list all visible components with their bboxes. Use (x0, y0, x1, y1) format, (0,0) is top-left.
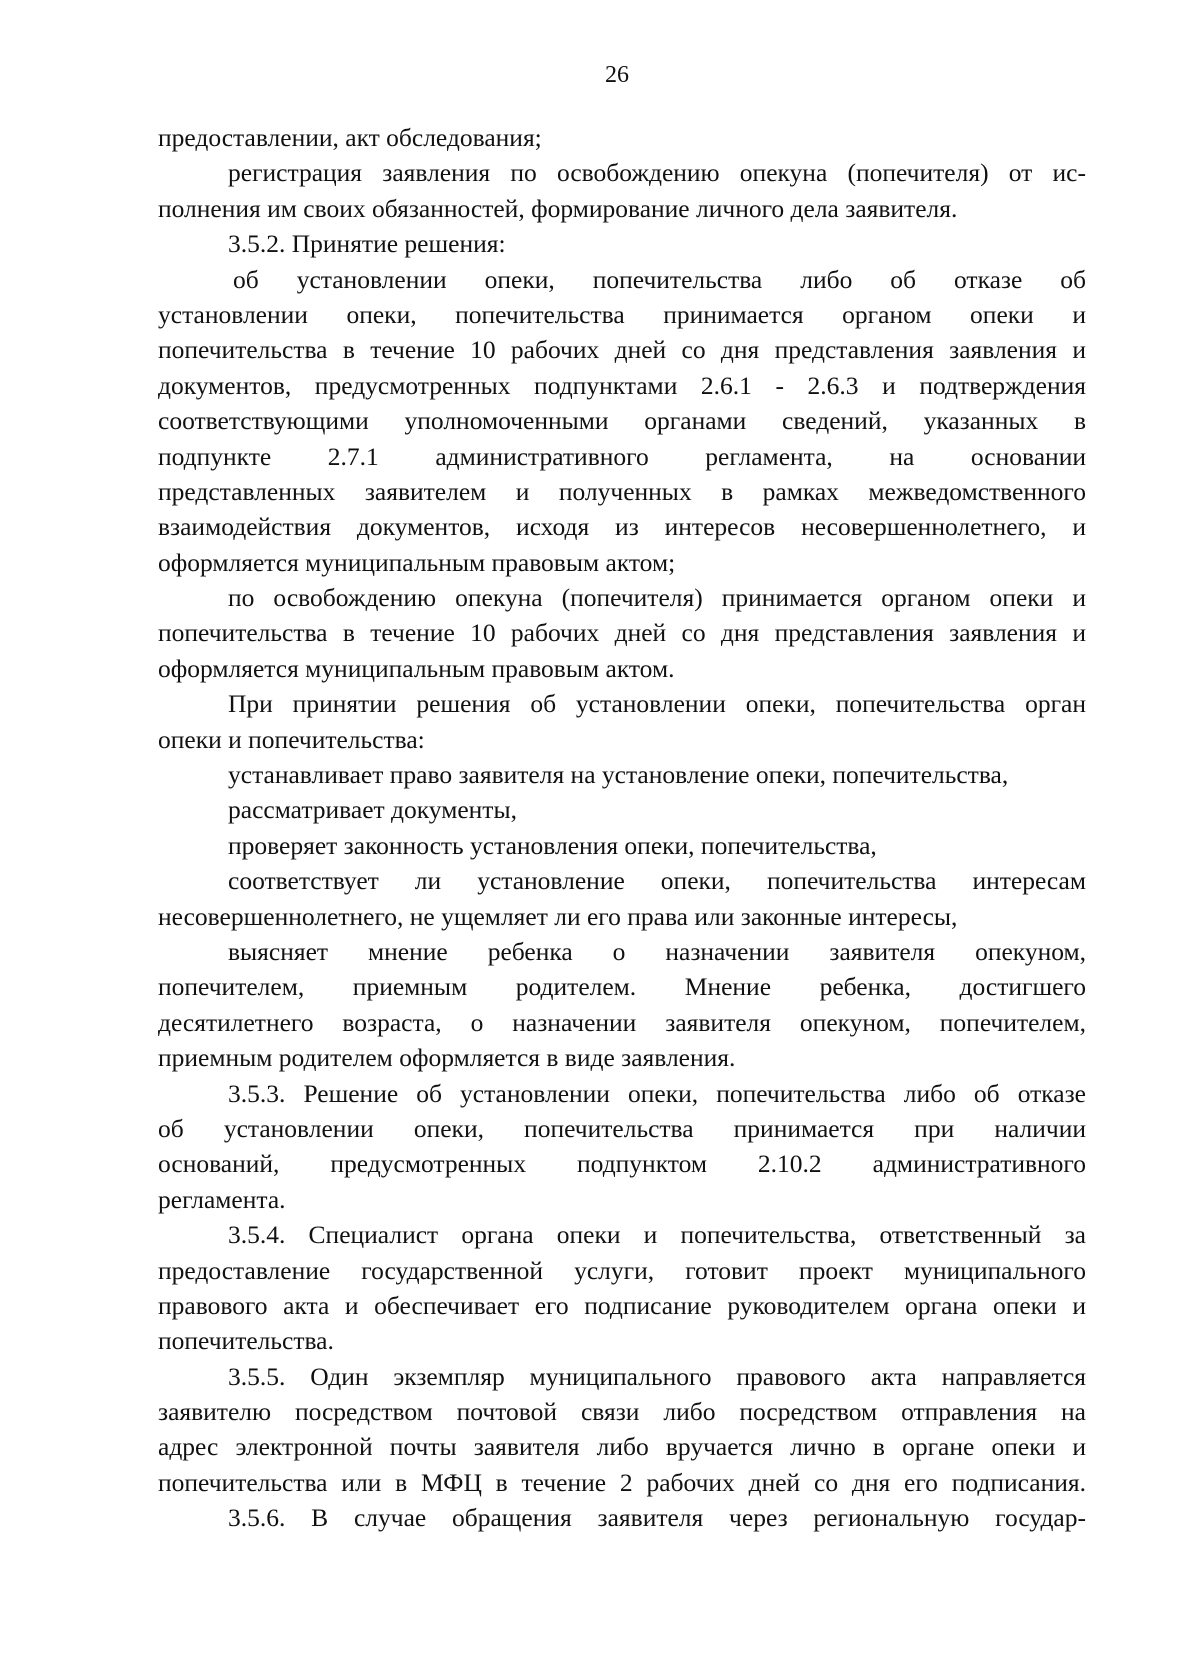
text-line: об установлении опеки, попечительства либо об отказе об (233, 264, 1086, 294)
document-body (158, 120, 1086, 1536)
text-line: об установлении опеки, попечительства принимается при наличии (158, 1113, 1086, 1143)
text-line: соответствует ли установление опеки, попечительства интересам (228, 866, 1086, 896)
text-line: регламента. (158, 1184, 286, 1214)
text-line: выясняет мнение ребенка о назначении заявителя опекуном, (228, 936, 1086, 966)
text-line: правового акта и обеспечивает его подписание руководителем органа опеки и (158, 1290, 1086, 1320)
text-line: взаимодействия документов, исходя из интересов несовершеннолетнего, и (158, 512, 1086, 542)
text-line: регистрация заявления по освобождению опекуна (попечителя) от ис- (228, 158, 1086, 188)
text-line: попечителем, приемным родителем. Мнение ребенка, достигшего (158, 972, 1086, 1002)
text-line: оформляется муниципальным правовым актом; (158, 547, 676, 577)
text-line: попечительства. (158, 1326, 334, 1356)
text-line: 3.5.5. Один экземпляр муниципального правового акта направляется (228, 1361, 1086, 1391)
text-line: документов, предусмотренных подпунктами 2.6.1 - 2.6.3 и подтверждения (158, 370, 1086, 400)
text-line: 3.5.3. Решение об установлении опеки, попечительства либо об отказе (228, 1078, 1086, 1108)
text-line: по освобождению опекуна (попечителя) принимается органом опеки и (228, 583, 1086, 613)
text-line: опеки и попечительства: (158, 724, 425, 754)
text-line: устанавливает право заявителя на установление опеки, попечительства, (228, 760, 1009, 790)
text-line: подпункте 2.7.1 административного регламента, на основании (158, 441, 1086, 471)
section-heading: 3.5.2. Принятие решения: (228, 229, 506, 259)
text-line: 3.5.4. Специалист органа опеки и попечительства, ответственный за (228, 1220, 1086, 1250)
text-line: десятилетнего возраста, о назначении заявителя опекуном, попечителем, (158, 1007, 1086, 1037)
text-line: заявителю посредством почтовой связи либо посредством отправления на (158, 1397, 1086, 1427)
text-line: установлении опеки, попечительства принимается органом опеки и (158, 299, 1086, 329)
text-line: попечительства в течение 10 рабочих дней со дня представления заявления и (158, 335, 1086, 365)
text-line: соответствующими уполномоченными органами сведений, указанных в (158, 406, 1086, 436)
text-line: приемным родителем оформляется в виде заявления. (158, 1043, 736, 1073)
text-line: адрес электронной почты заявителя либо вручается лично в органе опеки и (158, 1432, 1086, 1462)
text-line: представленных заявителем и полученных в рамках межведомственного (158, 476, 1086, 506)
text-line: 3.5.6. В случае обращения заявителя через региональную государ- (228, 1503, 1086, 1533)
text-line: несовершеннолетнего, не ущемляет ли его права или законные интересы, (158, 901, 958, 931)
text-line: оснований, предусмотренных подпунктом 2.10.2 административного (158, 1149, 1086, 1179)
text-line: попечительства в течение 10 рабочих дней со дня представления заявления и (158, 618, 1086, 648)
text-line: полнения им своих обязанностей, формирование личного дела заявителя. (158, 193, 958, 223)
text-line: проверяет законность установления опеки, попечительства, (228, 830, 877, 860)
page-number: 26 (605, 62, 629, 88)
text-line: рассматривает документы, (228, 795, 517, 825)
text-line: предоставление государственной услуги, готовит проект муниципального (158, 1255, 1086, 1285)
text-line: оформляется муниципальным правовым актом. (158, 653, 675, 683)
text-line: предоставлении, акт обследования; (158, 123, 542, 152)
text-line: При принятии решения об установлении опеки, попечительства орган (228, 689, 1086, 719)
text-line: попечительства или в МФЦ в течение 2 рабочих дней со дня его подписания. (158, 1467, 1086, 1497)
